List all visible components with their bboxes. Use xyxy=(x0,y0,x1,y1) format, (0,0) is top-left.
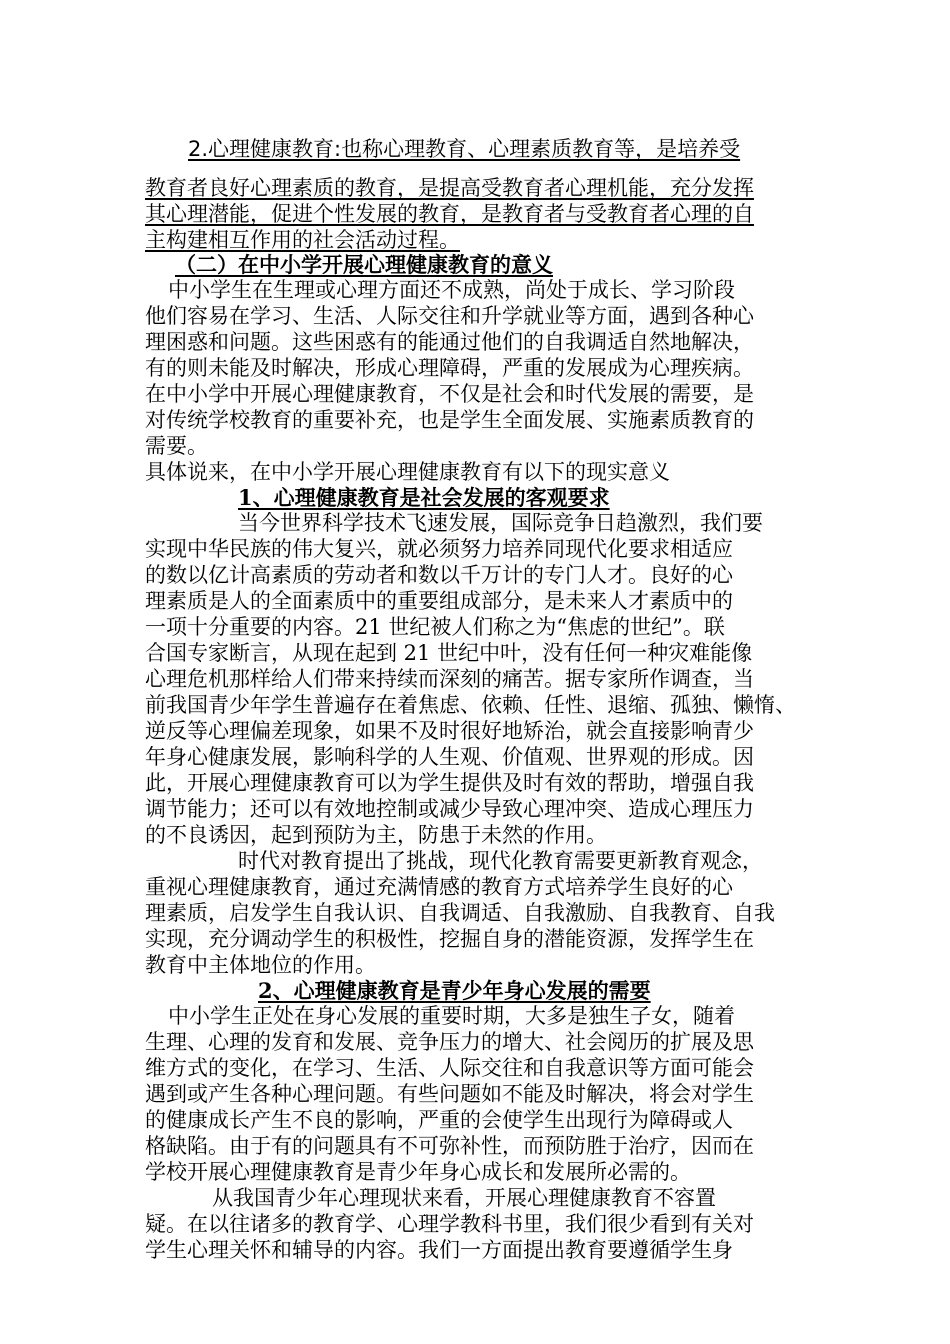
paragraph-line: 他们容易在学习、生活、人际交往和升学就业等方面，遇到各种心 xyxy=(145,304,754,328)
definition-line: 其心理潜能，促进个性发展的教育，是教育者与受教育者心理的自 xyxy=(145,202,754,226)
definition-line: 2.心理健康教育:也称心理教育、心理素质教育等，是培养受 xyxy=(188,137,741,161)
paragraph-line: 在中小学中开展心理健康教育，不仅是社会和时代发展的需要，是 xyxy=(145,382,754,406)
paragraph-line: 调节能力；还可以有效地控制或减少导致心理冲突、造成心理压力 xyxy=(145,797,754,821)
paragraph-line: 重视心理健康教育，通过充满情感的教育方式培养学生良好的心 xyxy=(145,875,733,899)
paragraph-line: 理困惑和问题。这些困惑有的能通过他们的自我调适自然地解决， xyxy=(145,330,754,354)
paragraph-line: 生理、心理的发育和发展、竞争压力的增大、社会阅历的扩展及思 xyxy=(145,1030,754,1054)
paragraph-line: 的数以亿计高素质的劳动者和数以千万计的专门人才。良好的心 xyxy=(145,563,733,587)
paragraph-line: 疑。在以往诸多的教育学、心理学教科书里，我们很少看到有关对 xyxy=(145,1212,754,1236)
paragraph-line: 当今世界科学技术飞速发展，国际竞争日趋激烈，我们要 xyxy=(238,511,763,535)
paragraph-line: 从我国青少年心理现状来看，开展心理健康教育不容置 xyxy=(212,1186,716,1210)
paragraph-line: 对传统学校教育的重要补充，也是学生全面发展、实施素质教育的 xyxy=(145,408,754,432)
definition-line: 教育者良好心理素质的教育，是提高受教育者心理机能，充分发挥 xyxy=(145,176,754,200)
paragraph-line: 中小学生在生理或心理方面还不成熟，尚处于成长、学习阶段 xyxy=(168,278,735,302)
section-heading: （二）在中小学开展心理健康教育的意义 xyxy=(175,252,553,277)
subsection-heading: 1、心理健康教育是社会发展的客观要求 xyxy=(238,485,610,510)
paragraph-line: 时代对教育提出了挑战，现代化教育需要更新教育观念， xyxy=(238,849,763,873)
paragraph-line: 学校开展心理健康教育是青少年身心成长和发展所必需的。 xyxy=(145,1160,691,1184)
paragraph-line: 逆反等心理偏差现象，如果不及时很好地矫治，就会直接影响青少 xyxy=(145,719,754,743)
paragraph-line: 的不良诱因，起到预防为主，防患于未然的作用。 xyxy=(145,823,607,847)
paragraph-line: 实现中华民族的伟大复兴，就必须努力培养同现代化要求相适应 xyxy=(145,537,733,561)
paragraph-line: 有的则未能及时解决，形成心理障碍，严重的发展成为心理疾病。 xyxy=(145,356,754,380)
paragraph-line: 此，开展心理健康教育可以为学生提供及时有效的帮助，增强自我 xyxy=(145,771,754,795)
paragraph-line: 教育中主体地位的作用。 xyxy=(145,953,376,977)
paragraph-line: 前我国青少年学生普遍存在着焦虑、依赖、任性、退缩、孤独、懒惰、 xyxy=(145,693,796,717)
subsection-heading: 2、心理健康教育是青少年身心发展的需要 xyxy=(258,978,651,1003)
paragraph-line: 需要。 xyxy=(145,434,208,458)
paragraph-line: 理素质是人的全面素质中的重要组成部分，是未来人才素质中的 xyxy=(145,589,733,613)
paragraph-line: 的健康成长产生不良的影响，严重的会使学生出现行为障碍或人 xyxy=(145,1108,733,1132)
paragraph-line: 遇到或产生各种心理问题。有些问题如不能及时解决，将会对学生 xyxy=(145,1082,754,1106)
paragraph-line: 中小学生正处在身心发展的重要时期，大多是独生子女，随着 xyxy=(168,1004,735,1028)
paragraph-line: 一项十分重要的内容。21 世纪被人们称之为“焦虑的世纪”。联 xyxy=(145,615,725,639)
paragraph-line: 年身心健康发展，影响科学的人生观、价值观、世界观的形成。因 xyxy=(145,745,754,769)
paragraph-line: 实现，充分调动学生的积极性，挖掘自身的潜能资源，发挥学生在 xyxy=(145,927,754,951)
paragraph-line: 维方式的变化，在学习、生活、人际交往和自我意识等方面可能会 xyxy=(145,1056,754,1080)
paragraph-line: 格缺陷。由于有的问题具有不可弥补性，而预防胜于治疗，因而在 xyxy=(145,1134,754,1158)
paragraph-line: 心理危机那样给人们带来持续而深刻的痛苦。据专家所作调查，当 xyxy=(145,667,754,691)
paragraph-line: 学生心理关怀和辅导的内容。我们一方面提出教育要遵循学生身 xyxy=(145,1238,733,1262)
paragraph-line: 理素质，启发学生自我认识、自我调适、自我激励、自我教育、自我 xyxy=(145,901,775,925)
definition-line: 主构建相互作用的社会活动过程。 xyxy=(145,228,460,252)
paragraph-line: 合国专家断言，从现在起到 21 世纪中叶，没有任何一种灾难能像 xyxy=(145,641,753,665)
paragraph-line: 具体说来，在中小学开展心理健康教育有以下的现实意义 xyxy=(145,460,670,484)
